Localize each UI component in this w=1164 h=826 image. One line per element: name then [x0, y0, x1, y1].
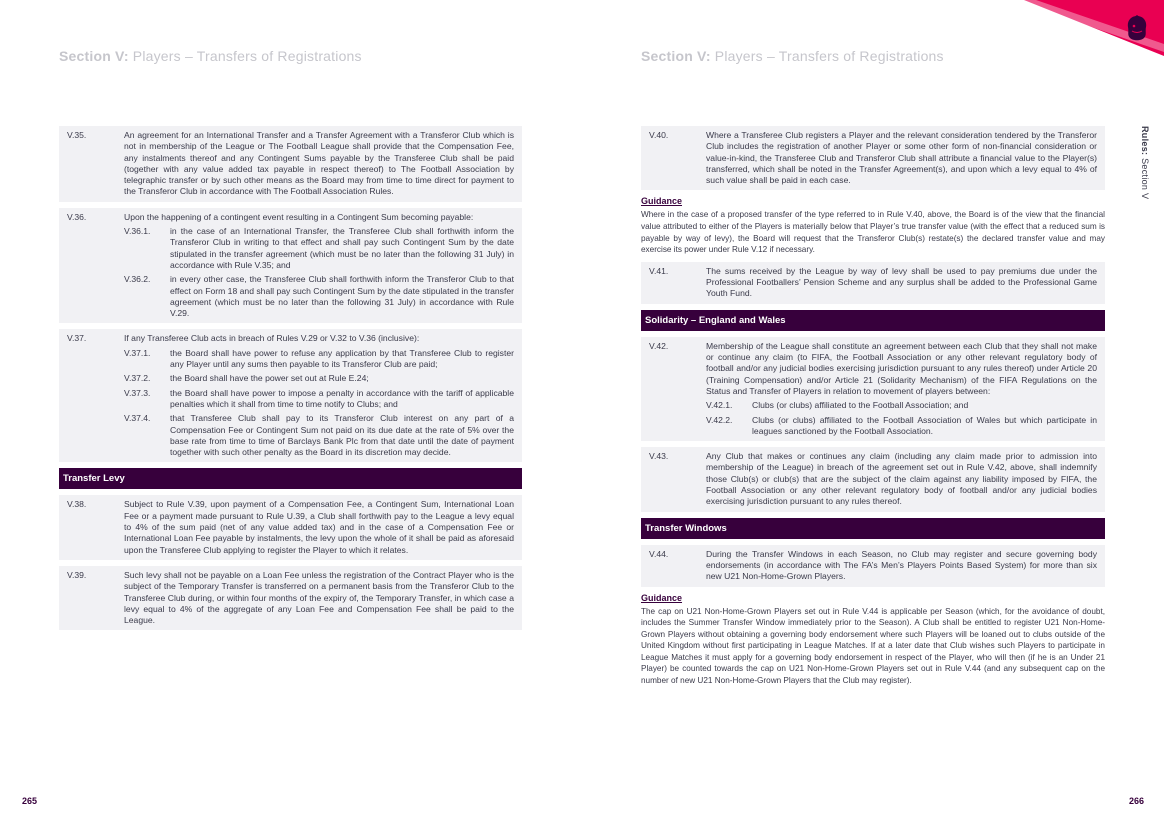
rule-text: Such levy shall not be payable on a Loan Fee unless the registration of the Contract Player who is the subject of the Temporary Transfer is transferred on a permanent basis from the Transferor Club to the Transferee Club during, or within four months of the expiry of, the Temporary Transfer, in which case a levy equal to 4% of the aggregate of any Loan Fee and Compensation Fee shall be paid to the League.	[124, 569, 514, 626]
sub-rule-text: in every other case, the Transferee Club shall forthwith inform the Transferor Club to that effect on Form 18 and shall pay such Contingent Sum by the date stipulated in the transfer agreement (which must be no later than the following 31 July) in accordance with Rule V.29.	[170, 274, 514, 319]
sub-rule-number: V.36.2.	[124, 274, 151, 285]
sub-rule-text: the Board shall have power to impose a penalty in accordance with the tariff of applicable penalties which it shall from time to time notify to Clubs; and	[170, 387, 514, 409]
rule-v41	[641, 262, 1105, 304]
rule-text: Upon the happening of a contingent event resulting in a Contingent Sum becoming payable:	[124, 211, 474, 222]
section-header-left	[59, 48, 362, 64]
side-tab-rest: Section V	[1140, 155, 1150, 200]
section-header-rest: Players – Transfers of Registrations	[710, 48, 944, 64]
page-number-right: 266	[1128, 796, 1144, 806]
rule-v44	[641, 545, 1105, 587]
sub-rule-number: V.37.3.	[124, 387, 151, 398]
section-bar-transfer-levy: Transfer Levy	[59, 468, 522, 489]
rule-v43	[641, 447, 1105, 511]
sub-rule-v37-4	[124, 413, 514, 458]
sub-rule-number: V.37.4.	[124, 413, 151, 424]
sub-rule-v36-2	[124, 274, 514, 319]
rule-v37	[59, 329, 522, 462]
rule-number: V.35.	[67, 130, 87, 140]
sub-rule-v36-1	[124, 226, 514, 271]
sub-rule-text: in the case of an International Transfer, the Transferee Club shall forthwith inform the Transferor Club in writing to that effect and shall pay such Contingent Sum by the date stipulated in the transfer agreement (which must be no later than the following 31 July) in accordance with Rule V.35; and	[170, 226, 514, 270]
sub-rule-number: V.37.1.	[124, 347, 151, 358]
sub-rule-v42-1	[706, 400, 1097, 411]
section-bar-solidarity: Solidarity – England and Wales	[641, 310, 1105, 331]
rule-text: Subject to Rule V.39, upon payment of a Compensation Fee, a Contingent Sum, International Loan Fee or a payment made pursuant to Rule U.39, a Club shall forthwith pay to the League a levy equal to 4% of the sum paid (net of any value added tax) and in the case of a Compensation Fee or International Loan Fee payable by instalments, the levy upon the whole of it shall be paid as aforesaid upon the Transferee Club applying to register the Player to which it relates.	[124, 499, 514, 555]
page-number-left: 265	[22, 796, 38, 806]
sub-rule-text: the Board shall have the power set out at Rule E.24;	[170, 373, 369, 384]
rule-number: V.39.	[67, 569, 87, 580]
rule-number: V.41.	[649, 265, 669, 276]
rule-number: V.36.	[67, 211, 87, 222]
sub-rule-text: the Board shall have power to refuse any application by that Transferee Club to register any Player until any sums then payable to its Transferor Club are paid;	[170, 347, 514, 370]
sub-rule-number: V.37.2.	[124, 373, 151, 384]
rule-number: V.43.	[649, 451, 669, 462]
sub-rule-text: Clubs (or clubs) affiliated to the Football Association of Wales but which participate in leagues sanctioned by the Football Association.	[752, 414, 1097, 436]
left-column	[59, 126, 522, 636]
rule-v36	[59, 208, 522, 324]
sub-rule-v37-1	[124, 348, 514, 371]
section-header-bold: Section V:	[59, 48, 129, 64]
section-header-right	[641, 48, 944, 64]
side-tab-bold: Rules:	[1140, 126, 1150, 156]
section-header-rest: Players – Transfers of Registrations	[128, 48, 362, 64]
guidance-text: Where in the case of a proposed transfer of the type referred to in Rule V.40, above, the Board is of the view that the financial value attributed to either of the Players is materially below that Player’s true transfer value (with the effect that a reduced sum is payable by way of levy), the Board will request that the Transferor Club(s) restate(s) the declared transfer value and may exercise its power under Rule V.12 if necessary.	[641, 210, 1105, 255]
sub-rule-number: V.36.1.	[124, 226, 151, 237]
rule-text: Where a Transferee Club registers a Player and the relevant consideration tendered by the Transferor Club includes the registration of another Player or some other form of non-financial consideration or value-in-kind, the Transferee Club and Transferor Club shall attribute a financial value to the Player(s) transferred, which shall be noted in the Transfer Agreement(s), and upon which a levy equal to 4% of such value shall be paid in each case.	[706, 130, 1097, 186]
section-bar-transfer-windows: Transfer Windows	[641, 518, 1105, 539]
sub-rule-number: V.42.1.	[706, 400, 733, 411]
sub-rule-text: that Transferee Club shall pay to its Transferor Club interest on any part of a Compensation Fee or Contingent Sum not paid on its due date at the rate of 5% over the base rate from time to time of Barclays Bank Plc from that date until the date of payment together with such other penalty as the Board in its discretion may decide.	[170, 413, 514, 458]
sub-rule-text: Clubs (or clubs) affiliated to the Football Association; and	[752, 400, 969, 411]
sub-rule-number: V.42.2.	[706, 414, 733, 425]
sub-rule-v37-3	[124, 388, 514, 411]
rule-text: An agreement for an International Transfer and a Transfer Agreement with a Transferor Club which is not in membership of the League or The Football League shall provide that the Compensation Fee, any instalments thereof and any Contingent Sums payable by the Transferee Club shall be paid (together with any value added tax payable in respect thereof) to The Football Association by telegraphic transfer or by such other means as the Board may from time to time direct for payment to the Transferor Club in accordance with The Football Association Rules.	[124, 130, 514, 197]
guidance-heading: Guidance	[641, 196, 683, 207]
rule-v40	[641, 126, 1105, 190]
rule-number: V.40.	[649, 130, 669, 140]
rule-number: V.37.	[67, 333, 87, 344]
rule-v42	[641, 337, 1105, 441]
lion-logo-icon	[1124, 14, 1150, 42]
section-header-bold: Section V:	[641, 48, 711, 64]
side-tab-label	[1140, 126, 1150, 199]
guidance-text: The cap on U21 Non-Home-Grown Players set out in Rule V.44 is applicable per Season (which, for the avoidance of doubt, includes the Summer Transfer Window immediately prior to the Season). A Club shall be entitled to register U21 Non-Home-Grown Players without obtaining a governing body endorsement where such Players will be loaned out to clubs outside of the United Kingdom without first participating in League Matches. If at a later date that Club wishes such Players to participate in League Matches it must apply for a governing body endorsement in respect of the Player, who will then (if he is an Under 21 Player) be counted towards the cap on U21 Non-Home-Grown Players set out in Rule V.44 (and any subsequent cap on the number of new U21 Non-Home-Grown Players that the Club may register).	[641, 606, 1105, 686]
rule-text: During the Transfer Windows in each Season, no Club may register and secure governing body endorsements (in accordance with The FA’s Men’s Players Points Based System) for more than six new U21 Non-Home-Grown Players.	[706, 548, 1097, 582]
sub-rule-v37-2	[124, 373, 514, 384]
rule-v39	[59, 566, 522, 630]
rule-number: V.44.	[649, 548, 669, 559]
rule-number: V.42.	[649, 340, 669, 351]
rule-text: If any Transferee Club acts in breach of Rules V.29 or V.32 to V.36 (inclusive):	[124, 333, 420, 344]
guidance-heading: Guidance	[641, 592, 683, 603]
rule-text: Membership of the League shall constitute an agreement between each Club that they shall not make or continue any claim (to FIFA, the Football Association or any other relevant regulatory body of football and/or any judicial bodies exercising jurisdiction pursuant to any rules thereof) under Article 20 (Training Compensation) and/or Article 21 (Solidarity Mechanism) of the FIFA Regulations on the Status and Transfer of Players in relation to movement of players between:	[706, 340, 1097, 396]
sub-rule-v42-2	[706, 415, 1097, 438]
rule-number: V.38.	[67, 499, 87, 510]
right-column	[641, 126, 1105, 693]
rule-text: Any Club that makes or continues any claim (including any claim made prior to admission into membership of the League) in breach of the agreement set out in Rule V.42, above, shall indemnify those Club(s) or club(s) that are the subject of the claim against any liability imposed by FIFA, the Football Association or any other relevant regulatory body of football and/or any judicial bodies exercising jurisdiction pursuant to any rules thereof.	[706, 451, 1097, 507]
rule-v35	[59, 126, 522, 202]
rule-v38	[59, 495, 522, 559]
rule-text: The sums received by the League by way of levy shall be used to pay premiums due under the Professional Footballers’ Pension Scheme and any surplus shall be added to the Professional Game Youth Fund.	[706, 265, 1097, 299]
